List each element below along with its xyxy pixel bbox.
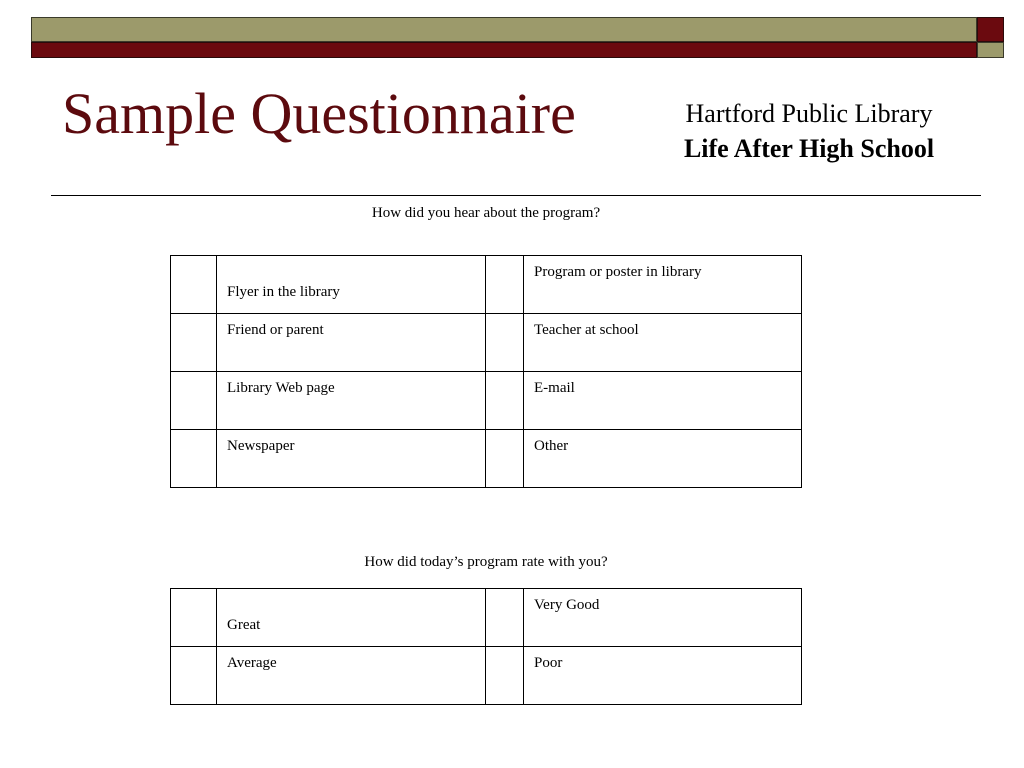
option-label: Very Good [524,589,802,647]
header-square-olive [977,42,1004,58]
option-label: Flyer in the library [217,256,486,314]
header-square-maroon [977,17,1004,42]
header-bar-maroon [31,42,977,58]
option-label: Great [217,589,486,647]
table-row [171,430,802,488]
checkbox[interactable] [486,430,524,488]
checkbox[interactable] [171,430,217,488]
checkbox[interactable] [486,256,524,314]
table-row [171,256,802,314]
question-2-options-table [170,588,802,705]
checkbox[interactable] [486,314,524,372]
option-label: Other [524,430,802,488]
organization-name: Hartford Public Library [685,99,933,128]
option-label: Average [217,647,486,705]
table-row [171,589,802,647]
checkbox[interactable] [171,372,217,430]
question-1-options-table [170,255,802,488]
organization-block [654,96,964,166]
table-row [171,647,802,705]
option-label: Teacher at school [524,314,802,372]
option-label: Program or poster in library [524,256,802,314]
checkbox[interactable] [486,647,524,705]
option-label: E-mail [524,372,802,430]
question-1: How did you hear about the program? [371,205,601,221]
slide-title: Sample Questionnaire [62,81,576,146]
checkbox[interactable] [171,589,217,647]
question-2: How did today’s program rate with you? [364,554,608,570]
title-divider [51,195,981,196]
checkbox[interactable] [171,256,217,314]
checkbox[interactable] [486,589,524,647]
table-row [171,372,802,430]
checkbox[interactable] [486,372,524,430]
option-label: Poor [524,647,802,705]
header-bar-olive [31,17,977,42]
program-name: Life After High School [683,134,935,164]
table-row [171,314,802,372]
checkbox[interactable] [171,314,217,372]
checkbox[interactable] [171,647,217,705]
option-label: Library Web page [217,372,486,430]
option-label: Newspaper [217,430,486,488]
option-label: Friend or parent [217,314,486,372]
